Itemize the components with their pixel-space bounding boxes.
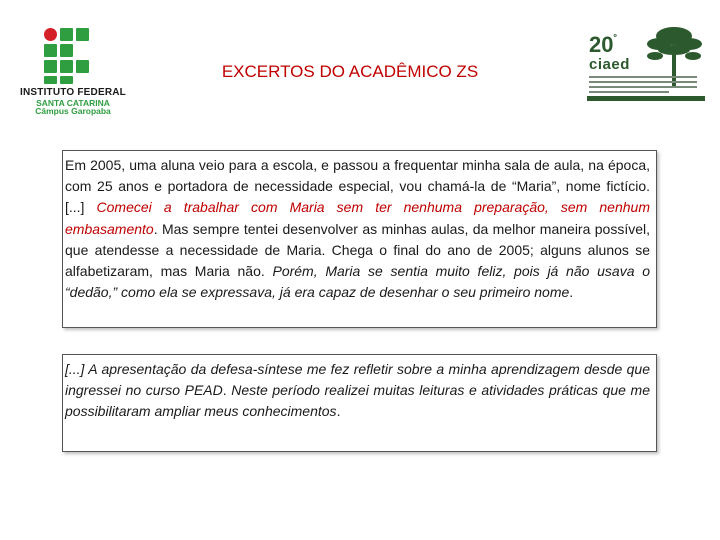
ciaed-edition-number: $20^º$ <box>589 32 617 57</box>
excerpt1-text-2: Comecei a trabalhar com Maria sem ter nenhuma preparação, sem nenhum embasamento <box>65 199 650 237</box>
page-title: EXCERTOS DO ACADÊMICO ZS <box>221 62 479 81</box>
ciaed-subtitle-line <box>589 76 697 78</box>
ciaed-footer-band <box>587 96 705 101</box>
if-logo-line2: SANTA CATARINA <box>36 97 110 108</box>
excerpt1-text-4: Porém, Maria se sentia muito feliz, pois já não usava o “dedão,” como ela se expressava, já era capaz de desenhar o seu primeiro nome <box>65 263 650 301</box>
excerpt-box-1 <box>62 150 657 328</box>
excerpt2-text-4: . <box>336 403 341 420</box>
ciaed-subtitle-line <box>589 91 669 93</box>
excerpt1-text-3: . Mas sempre tentei desenvolver as minhas aulas, da melhor maneira possível, que atendesse a necessidade de Maria. Chega o final do ano de 2005; alguns alunos se alfabetizaram, mas Maria não. <box>65 220 650 280</box>
if-logo-text <box>18 88 128 116</box>
excerpt2-text-1: [...] A apresentação da defesa-síntese me fez refletir sobre a minha aprendizagem desde que ingressei no curso PEAD <box>65 361 650 399</box>
excerpt2-text-3: Neste período realizei muitas leituras e atividades práticas que me possibilitaram ampliar meus conhecimentos <box>65 382 650 420</box>
excerpt-box-2 <box>62 354 657 452</box>
ciaed-logo <box>587 22 705 104</box>
excerpt2-text-2: . <box>222 382 232 399</box>
excerpt1-text-5: . <box>569 284 574 301</box>
if-logo-line3: Câmpus Garopaba <box>35 106 111 117</box>
if-logo-line1: INSTITUTO FEDERAL <box>20 87 126 98</box>
ciaed-subtitle-line <box>589 86 697 88</box>
ciaed-subtitle-line <box>589 81 697 83</box>
excerpt1-text-1: Em 2005, uma aluna veio para a escola, e passou a frequentar minha sala de aula, na época, com 25 anos e portadora de necessidade especial, vou chamá-la de “Maria”, nome fictício. [...] <box>65 157 650 216</box>
ciaed-wordmark: ciaed <box>589 56 630 73</box>
